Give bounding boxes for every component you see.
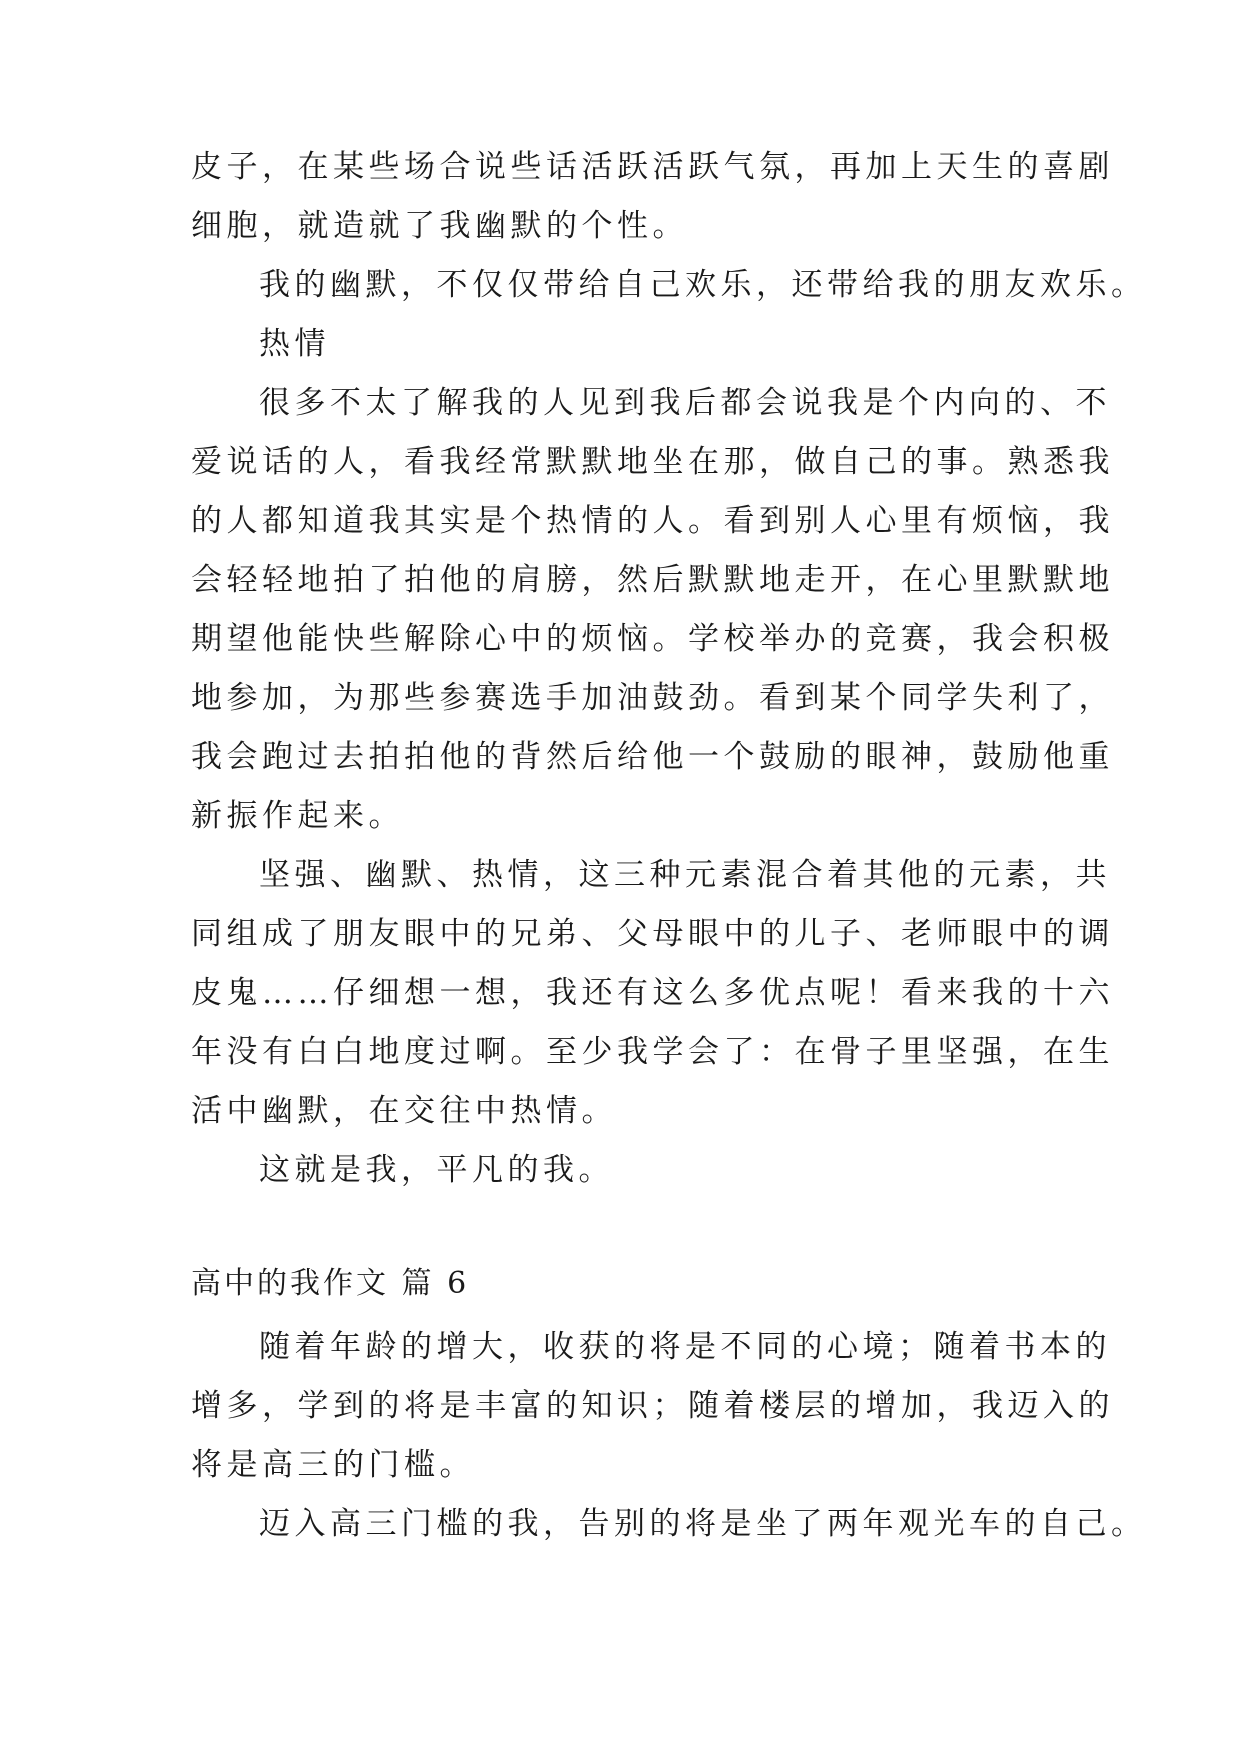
text-line: 的人都知道我其实是个热情的人。看到别人心里有烦恼，我 <box>191 503 1114 539</box>
text-line: 很多不太了解我的人见到我后都会说我是个内向的、不 <box>259 385 1111 421</box>
essay-body-new <box>191 1318 1147 1554</box>
text-line: 会轻轻地拍了拍他的肩膀，然后默默地走开，在心里默默地 <box>191 562 1114 598</box>
text-line: 将是高三的门槛。 <box>191 1447 475 1483</box>
text-line: 新振作起来。 <box>191 798 404 834</box>
text-line: 活中幽默，在交往中热情。 <box>191 1093 617 1129</box>
text-line: 皮子，在某些场合说些话活跃活跃气氛，再加上天生的喜剧 <box>191 149 1114 185</box>
text-line: 我会跑过去拍拍他的背然后给他一个鼓励的眼神，鼓励他重 <box>191 739 1114 775</box>
text-line: 坚强、幽默、热情，这三种元素混合着其他的元素，共 <box>259 857 1111 893</box>
text-line: 增多，学到的将是丰富的知识；随着楼层的增加，我迈入的 <box>191 1388 1114 1424</box>
text-line: 随着年龄的增大，收获的将是不同的心境；随着书本的 <box>259 1329 1111 1365</box>
text-line: 这就是我，平凡的我。 <box>259 1152 614 1188</box>
text-line: 同组成了朋友眼中的兄弟、父母眼中的儿子、老师眼中的调 <box>191 916 1114 952</box>
subheading-line: 热情 <box>259 326 330 362</box>
essay-body-continued <box>191 138 1147 1200</box>
text-line: 期望他能快些解除心中的烦恼。学校举办的竞赛，我会积极 <box>191 621 1114 657</box>
text-line: 迈入高三门槛的我，告别的将是坐了两年观光车的自己。 <box>259 1506 1147 1542</box>
text-line: 我的幽默，不仅仅带给自己欢乐，还带给我的朋友欢乐。 <box>259 267 1147 303</box>
text-line: 爱说话的人，看我经常默默地坐在那，做自己的事。熟悉我 <box>191 444 1114 480</box>
text-line: 细胞，就造就了我幽默的个性。 <box>191 208 688 244</box>
text-line: 年没有白白地度过啊。至少我学会了：在骨子里坚强，在生 <box>191 1034 1114 1070</box>
text-line: 地参加，为那些参赛选手加油鼓劲。看到某个同学失利了， <box>191 680 1114 716</box>
essay-heading: 高中的我作文 篇 6 <box>191 1266 470 1301</box>
text-line: 皮鬼……仔细想一想，我还有这么多优点呢！看来我的十六 <box>191 975 1114 1011</box>
